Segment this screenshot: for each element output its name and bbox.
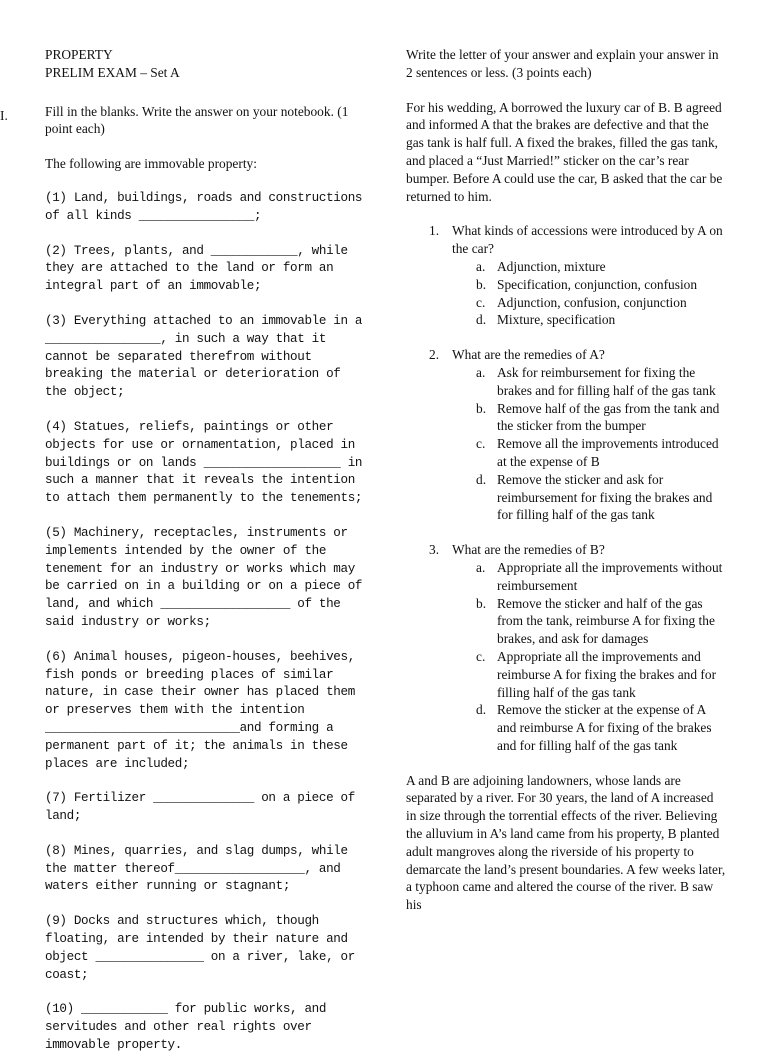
choice-d: [452, 701, 726, 754]
choice-c: [452, 294, 726, 312]
choice-text: Adjunction, mixture: [497, 258, 606, 274]
choice-text: Remove half of the gas from the tank and the sticker from the bumper: [497, 400, 720, 434]
choice-letter: c.: [476, 648, 486, 664]
blank-item-8: (8) Mines, quarries, and slag dumps, while the matter thereof__________________, and waters either running or stagnant;: [45, 843, 348, 894]
choice-letter: b.: [476, 400, 487, 416]
choice-letter: a.: [476, 559, 486, 575]
blank-item-3: (3) Everything attached to an immovable in a ________________, in such a way that it cannot be separated therefrom without breaking the material or deterioration of the object;: [45, 313, 363, 400]
part-number: I.: [0, 108, 8, 123]
choice-letter: b.: [476, 276, 487, 292]
blank-item-1: (1) Land, buildings, roads and constructions of all kinds ________________;: [45, 190, 363, 223]
part1-instruction: Fill in the blanks. Write the answer on your notebook. (1 point each): [45, 103, 349, 137]
question-number: 1.: [429, 223, 440, 239]
left-column: [45, 46, 365, 1055]
blank-item-4: (4) Statues, reliefs, paintings or other objects for use or ornamentation, placed in buildings or on lands ___________________ in such a manner that it reveals the intention to attach them permanently to the tenements;: [45, 419, 363, 506]
blank-item-5: (5) Machinery, receptacles, instruments or implements intended by the owner of the tenement for an industry or works which may be carried on in a building or on a piece of land, and which __________________ of the said industry or works;: [45, 525, 363, 629]
question-3: [406, 541, 726, 755]
choice-text: Remove the sticker at the expense of A and reimburse A for fixing of the brakes and for filling half of the gas tank: [497, 702, 712, 753]
blank-item-10: (10) ____________ for public works, and servitudes and other real rights over immovable property.: [45, 1002, 327, 1053]
choice-b: [452, 276, 726, 294]
choice-b: [452, 400, 726, 436]
choice-text: Appropriate all the improvements and reimburse A for fixing the brakes and for filling half of the gas tank: [497, 648, 717, 700]
choice-text: Remove the sticker and ask for reimbursement for fixing the brakes and for filling half of the gas tank: [497, 471, 713, 523]
choice-a: [452, 258, 726, 276]
part1-lead: The following are immovable property:: [45, 156, 257, 172]
choice-letter: b.: [476, 595, 487, 611]
choice-a: [452, 559, 726, 595]
choice-text: Mixture, specification: [497, 312, 616, 328]
choice-text: Specification, conjunction, confusion: [497, 276, 698, 292]
choice-list: [452, 559, 726, 755]
choice-b: [452, 595, 726, 648]
exam-title: PROPERTY: [45, 47, 113, 62]
question-text: What are the remedies of A?: [452, 347, 605, 363]
choice-list: [452, 364, 726, 524]
question-list: [406, 222, 726, 754]
blank-item-2: (2) Trees, plants, and ____________, while they are attached to the land or form an integral part of an immovable;: [45, 243, 348, 294]
blank-item-7: (7) Fertilizer ______________ on a piece of land;: [45, 791, 355, 824]
part2-instruction: Write the letter of your answer and explain your answer in 2 sentences or less. (3 points each): [406, 47, 719, 80]
question-text: What are the remedies of B?: [452, 542, 605, 558]
choice-letter: c.: [476, 436, 486, 452]
scenario-1: For his wedding, A borrowed the luxury car of B. B agreed and informed A that the brakes are defective and that the gas tank is half full. A fixed the brakes, filled the gas tank, and placed a “Just Married!” sticker on the car’s rear bumper. Before A could use the car, B asked that the car be returned to him.: [406, 99, 723, 204]
choice-d: [452, 471, 726, 524]
choice-text: Ask for reimbursement for fixing the brakes and for filling half of the gas tank: [497, 364, 716, 398]
choice-text: Appropriate all the improvements without reimbursement: [497, 559, 723, 593]
choice-text: Remove all the improvements introduced at the expense of B: [497, 436, 719, 469]
question-number: 3.: [429, 542, 440, 558]
choice-letter: a.: [476, 364, 486, 380]
choice-text: Remove the sticker and half of the gas from the tank, reimburse A for fixing the brakes, and ask for damages: [497, 595, 715, 647]
question-number: 2.: [429, 347, 440, 363]
choice-a: [452, 364, 726, 400]
choice-letter: a.: [476, 258, 486, 274]
exam-subtitle: PRELIM EXAM – Set A: [45, 64, 180, 80]
choice-letter: d.: [476, 702, 487, 718]
right-column: [406, 46, 726, 914]
blank-item-6: (6) Animal houses, pigeon-houses, beehives, fish ponds or breeding places of similar nature, in case their owner has placed them or preserves them with the intention ___________________________and forming a permanent part of it; the animals in these places are included;: [45, 649, 355, 771]
choice-text: Adjunction, confusion, conjunction: [497, 294, 687, 310]
question-2: [406, 346, 726, 524]
scenario-2: A and B are adjoining landowners, whose lands are separated by a river. For 30 years, the land of A increased in size through the torrential effects of the river. Believing the alluvium in A’s land came from his property, B planted adult mangroves along the riverside of his property to demarcate the land’s present boundaries. A few weeks later, a typhoon came and altered the course of the river. B saw his: [406, 772, 726, 913]
question-text: What kinds of accessions were introduced by A on the car?: [452, 223, 723, 257]
choice-c: [452, 435, 726, 471]
choice-list: [452, 258, 726, 329]
choice-letter: d.: [476, 471, 487, 487]
choice-letter: d.: [476, 312, 487, 328]
choice-d: [452, 311, 726, 329]
choice-c: [452, 648, 726, 701]
question-1: [406, 222, 726, 329]
blank-item-9: (9) Docks and structures which, though floating, are intended by their nature and object _______________ on a river, lake, or coast;: [45, 914, 355, 982]
choice-letter: c.: [476, 294, 486, 310]
